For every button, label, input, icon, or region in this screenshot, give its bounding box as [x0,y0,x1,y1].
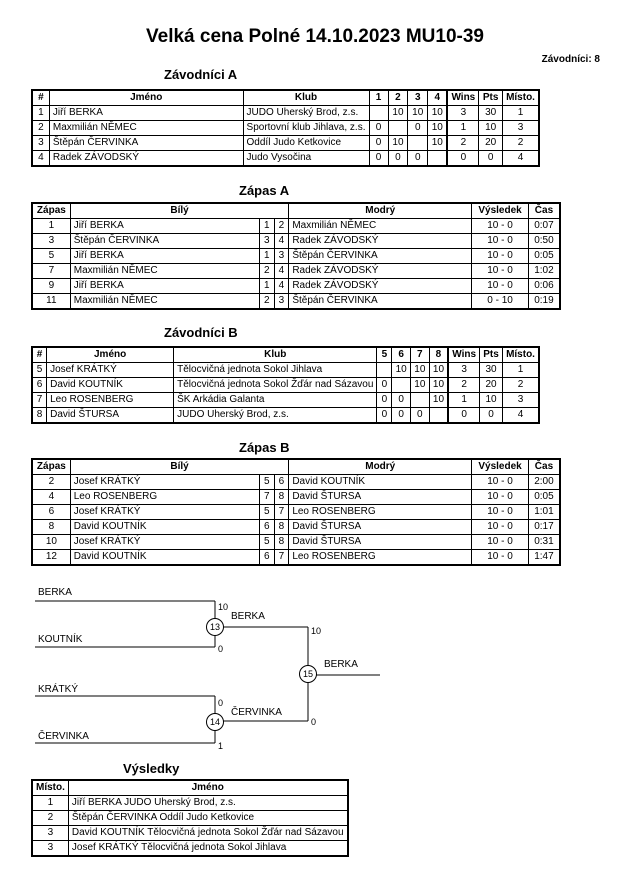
competitor-club: JUDO Uherský Brod, z.s. [174,408,377,424]
competitor-name: Štěpán ČERVINKA [49,136,243,151]
blue-number: 4 [274,264,289,279]
col-club: Klub [174,347,377,363]
match-number: 9 [32,279,70,294]
col-wins: Wins [448,347,479,363]
place-cell: 4 [503,151,539,167]
col-s4: 4 [428,90,448,106]
wins-cell: 0 [448,408,479,424]
page-title: Velká cena Polné 14.10.2023 MU10-39 [146,26,484,47]
competitor-number: 2 [32,121,49,136]
table-row [32,490,560,505]
table-row [32,841,348,857]
competitor-number: 4 [32,151,49,167]
score-cell: 0 [369,151,388,167]
results-heading: Výsledky [123,761,180,776]
col-s3: 3 [408,90,428,106]
result-place: 3 [32,841,68,857]
blue-number: 4 [274,234,289,249]
white-fighter: Josef KRÁTKÝ [70,505,259,520]
bracket-s1-bottom: KOUTNÍK [38,634,83,645]
col-match: Zápas [32,203,70,219]
blue-number: 8 [274,535,289,550]
match-time: 0:31 [528,535,560,550]
score-cell: 10 [429,363,448,378]
blue-number: 6 [274,475,289,490]
score-cell [429,408,448,424]
col-time: Čas [528,459,560,475]
score-cell: 0 [392,408,411,424]
col-s3: 7 [410,347,429,363]
matches-a-table [31,202,561,310]
competitor-number: 6 [32,378,47,393]
score-cell: 0 [392,393,411,408]
col-place: Místo. [503,90,539,106]
col-s1: 1 [369,90,388,106]
blue-fighter: David ŠTURSA [289,490,472,505]
score-cell: 10 [388,136,408,151]
competitor-club: Tělocvičná jednota Sokol Jihlava [174,363,377,378]
col-result: Výsledek [472,459,529,475]
place-cell: 3 [503,121,539,136]
score-cell [388,121,408,136]
match-time: 0:19 [528,294,560,310]
match-result: 10 - 0 [472,219,529,234]
col-pts: Pts [480,347,503,363]
blue-fighter: David ŠTURSA [289,520,472,535]
competitor-name: Josef KRÁTKÝ [47,363,174,378]
blue-number: 3 [274,294,289,310]
points-cell: 10 [479,121,503,136]
competitor-name: Maxmilián NĚMEC [49,121,243,136]
table-row [32,363,539,378]
score-cell: 10 [410,378,429,393]
bracket-s2-top: KRÁTKÝ [38,684,79,695]
white-fighter: Štěpán ČERVINKA [70,234,259,249]
wins-cell: 1 [448,393,479,408]
table-row [32,826,348,841]
table-row [32,393,539,408]
match-number: 6 [32,505,70,520]
match-result: 10 - 0 [472,520,529,535]
match-number: 2 [32,475,70,490]
score-cell: 0 [408,151,428,167]
white-number: 5 [259,505,274,520]
score-cell: 0 [408,121,428,136]
white-fighter: Jiří BERKA [70,249,259,264]
competitor-club: Tělocvičná jednota Sokol Žďár nad Sázavou [174,378,377,393]
competitor-club: JUDO Uherský Brod, z.s. [243,106,369,121]
matches-b-heading: Zápas B [239,440,290,455]
col-white: Bílý [70,203,289,219]
score-cell [428,151,448,167]
white-number: 6 [259,550,274,566]
match-time: 2:00 [528,475,560,490]
table-row [32,219,560,234]
competitor-number: 1 [32,106,49,121]
col-name: Jméno [68,780,347,796]
score-cell: 0 [388,151,408,167]
blue-number: 3 [274,249,289,264]
table-row [32,294,560,310]
score-cell: 0 [377,393,392,408]
white-number: 1 [259,249,274,264]
competitor-number: 8 [32,408,47,424]
pool-a-heading: Závodníci A [164,67,238,82]
bracket-match-14: 14 [206,713,224,731]
match-result: 0 - 10 [472,294,529,310]
bracket-s1-top: BERKA [38,587,72,598]
col-s2: 2 [388,90,408,106]
place-cell: 2 [503,378,539,393]
result-place: 1 [32,796,68,811]
score-cell: 10 [392,363,411,378]
col-s2: 6 [392,347,411,363]
competitor-club: Judo Vysočina [243,151,369,167]
pool-a-header-row [32,90,539,106]
white-number: 1 [259,219,274,234]
blue-fighter: Radek ZÁVODSKÝ [289,264,472,279]
blue-number: 4 [274,279,289,294]
score-cell: 10 [388,106,408,121]
white-fighter: Josef KRÁTKÝ [70,475,259,490]
col-name: Jméno [47,347,174,363]
competitor-name: David ŠTURSA [47,408,174,424]
table-row [32,550,560,566]
white-number: 6 [259,520,274,535]
match-time: 0:06 [528,279,560,294]
score-cell: 0 [377,408,392,424]
table-row [32,520,560,535]
blue-number: 7 [274,505,289,520]
bracket-s2-winner: ČERVINKA [231,707,282,718]
white-number: 5 [259,475,274,490]
results-table [31,779,349,857]
match-result: 10 - 0 [472,264,529,279]
results-header-row [32,780,348,796]
blue-number: 7 [274,550,289,566]
white-number: 2 [259,264,274,279]
table-row [32,264,560,279]
table-row [32,408,539,424]
score-cell [369,106,388,121]
match-time: 1:02 [528,264,560,279]
score-cell: 10 [429,393,448,408]
col-place: Místo. [32,780,68,796]
bracket-s2-top-score: 0 [218,698,224,708]
result-name: Štěpán ČERVINKA Oddíl Judo Ketkovice [68,811,347,826]
points-cell: 30 [479,106,503,121]
competitor-club: Sportovní klub Jihlava, z.s. [243,121,369,136]
score-cell: 0 [377,378,392,393]
match-time: 0:07 [528,219,560,234]
points-cell: 0 [479,151,503,167]
bracket-s1-bottom-score: 0 [218,644,224,654]
col-result: Výsledek [472,203,529,219]
col-s1: 5 [377,347,392,363]
match-result: 10 - 0 [472,490,529,505]
white-number: 5 [259,535,274,550]
match-number: 3 [32,234,70,249]
wins-cell: 3 [448,363,479,378]
score-cell: 0 [369,121,388,136]
match-result: 10 - 0 [472,550,529,566]
place-cell: 3 [503,393,539,408]
score-cell: 10 [428,121,448,136]
table-row [32,234,560,249]
white-number: 2 [259,294,274,310]
match-result: 10 - 0 [472,279,529,294]
white-fighter: David KOUTNÍK [70,520,259,535]
blue-fighter: David KOUTNÍK [289,475,472,490]
place-cell: 2 [503,136,539,151]
place-cell: 1 [503,363,539,378]
pool-a-table [31,89,540,167]
match-number: 5 [32,249,70,264]
blue-fighter: David ŠTURSA [289,535,472,550]
competitor-club: ŠK Arkádia Galanta [174,393,377,408]
match-result: 10 - 0 [472,505,529,520]
score-cell: 0 [369,136,388,151]
white-number: 7 [259,490,274,505]
score-cell: 0 [410,408,429,424]
points-cell: 20 [480,378,503,393]
match-result: 10 - 0 [472,535,529,550]
table-row [32,249,560,264]
competitor-club: Oddíl Judo Ketkovice [243,136,369,151]
score-cell: 10 [428,106,448,121]
score-cell: 10 [429,378,448,393]
result-name: David KOUTNÍK Tělocvičná jednota Sokol Žďár nad Sázavou [68,826,347,841]
bracket-s2-bottom: ČERVINKA [38,731,89,742]
table-row [32,279,560,294]
col-number: # [32,90,49,106]
match-time: 0:05 [528,490,560,505]
table-row [32,796,348,811]
table-row [32,811,348,826]
wins-cell: 2 [448,378,479,393]
place-cell: 4 [503,408,539,424]
table-row [32,505,560,520]
matches-a-heading: Zápas A [239,183,290,198]
blue-fighter: Leo ROSENBERG [289,550,472,566]
col-pts: Pts [479,90,503,106]
match-time: 1:47 [528,550,560,566]
competitor-number: 5 [32,363,47,378]
match-number: 1 [32,219,70,234]
table-row [32,136,539,151]
white-number: 1 [259,279,274,294]
match-number: 11 [32,294,70,310]
col-match: Zápas [32,459,70,475]
col-white: Bílý [70,459,289,475]
col-name: Jméno [49,90,243,106]
col-time: Čas [528,203,560,219]
points-cell: 0 [480,408,503,424]
blue-fighter: Maxmilián NĚMEC [289,219,472,234]
table-row [32,378,539,393]
match-time: 1:01 [528,505,560,520]
blue-fighter: Štěpán ČERVINKA [289,249,472,264]
col-wins: Wins [447,90,478,106]
matches-a-header-row [32,203,560,219]
bracket-final-top-score: 10 [311,626,322,636]
result-name: Jiří BERKA JUDO Uherský Brod, z.s. [68,796,347,811]
match-number: 12 [32,550,70,566]
white-fighter: David KOUTNÍK [70,550,259,566]
score-cell: 10 [428,136,448,151]
competitor-name: Jiří BERKA [49,106,243,121]
col-club: Klub [243,90,369,106]
points-cell: 30 [480,363,503,378]
blue-number: 2 [274,219,289,234]
bracket-s1-winner: BERKA [231,611,265,622]
competitor-number: 3 [32,136,49,151]
competitor-number: 7 [32,393,47,408]
match-number: 10 [32,535,70,550]
pool-b-heading: Závodníci B [164,325,238,340]
score-cell [377,363,392,378]
match-time: 0:17 [528,520,560,535]
result-name: Josef KRÁTKÝ Tělocvičná jednota Sokol Jihlava [68,841,347,857]
score-cell [410,393,429,408]
match-number: 7 [32,264,70,279]
score-cell: 10 [410,363,429,378]
score-cell: 10 [408,106,428,121]
blue-number: 8 [274,490,289,505]
white-fighter: Jiří BERKA [70,279,259,294]
wins-cell: 1 [447,121,478,136]
col-s4: 8 [429,347,448,363]
bracket-final-bottom-score: 0 [311,717,317,727]
blue-fighter: Radek ZÁVODSKÝ [289,234,472,249]
blue-fighter: Radek ZÁVODSKÝ [289,279,472,294]
bracket-match-13: 13 [206,618,224,636]
white-fighter: Jiří BERKA [70,219,259,234]
place-cell: 1 [503,106,539,121]
white-fighter: Maxmilián NĚMEC [70,264,259,279]
table-row [32,106,539,121]
match-result: 10 - 0 [472,475,529,490]
table-row [32,475,560,490]
matches-b-header-row [32,459,560,475]
blue-fighter: Leo ROSENBERG [289,505,472,520]
bracket-final-winner: BERKA [324,659,358,670]
competitor-name: Radek ZÁVODSKÝ [49,151,243,167]
score-cell [408,136,428,151]
bracket-s2-bottom-score: 1 [218,741,224,751]
result-place: 3 [32,826,68,841]
bracket-match-15: 15 [299,665,317,683]
match-number: 8 [32,520,70,535]
wins-cell: 0 [447,151,478,167]
match-result: 10 - 0 [472,234,529,249]
blue-fighter: Štěpán ČERVINKA [289,294,472,310]
white-number: 3 [259,234,274,249]
match-time: 0:05 [528,249,560,264]
points-cell: 20 [479,136,503,151]
table-row [32,535,560,550]
bracket-s1-top-score: 10 [218,602,229,612]
white-fighter: Leo ROSENBERG [70,490,259,505]
match-time: 0:50 [528,234,560,249]
result-place: 2 [32,811,68,826]
pool-b-table [31,346,540,424]
score-cell [392,378,411,393]
pool-b-header-row [32,347,539,363]
table-row [32,121,539,136]
table-row [32,151,539,167]
competitors-count: Závodníci: 8 [541,54,600,65]
wins-cell: 2 [447,136,478,151]
col-place: Místo. [503,347,539,363]
col-number: # [32,347,47,363]
white-fighter: Josef KRÁTKÝ [70,535,259,550]
competitor-name: David KOUTNÍK [47,378,174,393]
points-cell: 10 [480,393,503,408]
white-fighter: Maxmilián NĚMEC [70,294,259,310]
matches-b-table [31,458,561,566]
match-number: 4 [32,490,70,505]
match-result: 10 - 0 [472,249,529,264]
wins-cell: 3 [447,106,478,121]
col-blue: Modrý [289,459,472,475]
competitor-name: Leo ROSENBERG [47,393,174,408]
col-blue: Modrý [289,203,472,219]
blue-number: 8 [274,520,289,535]
